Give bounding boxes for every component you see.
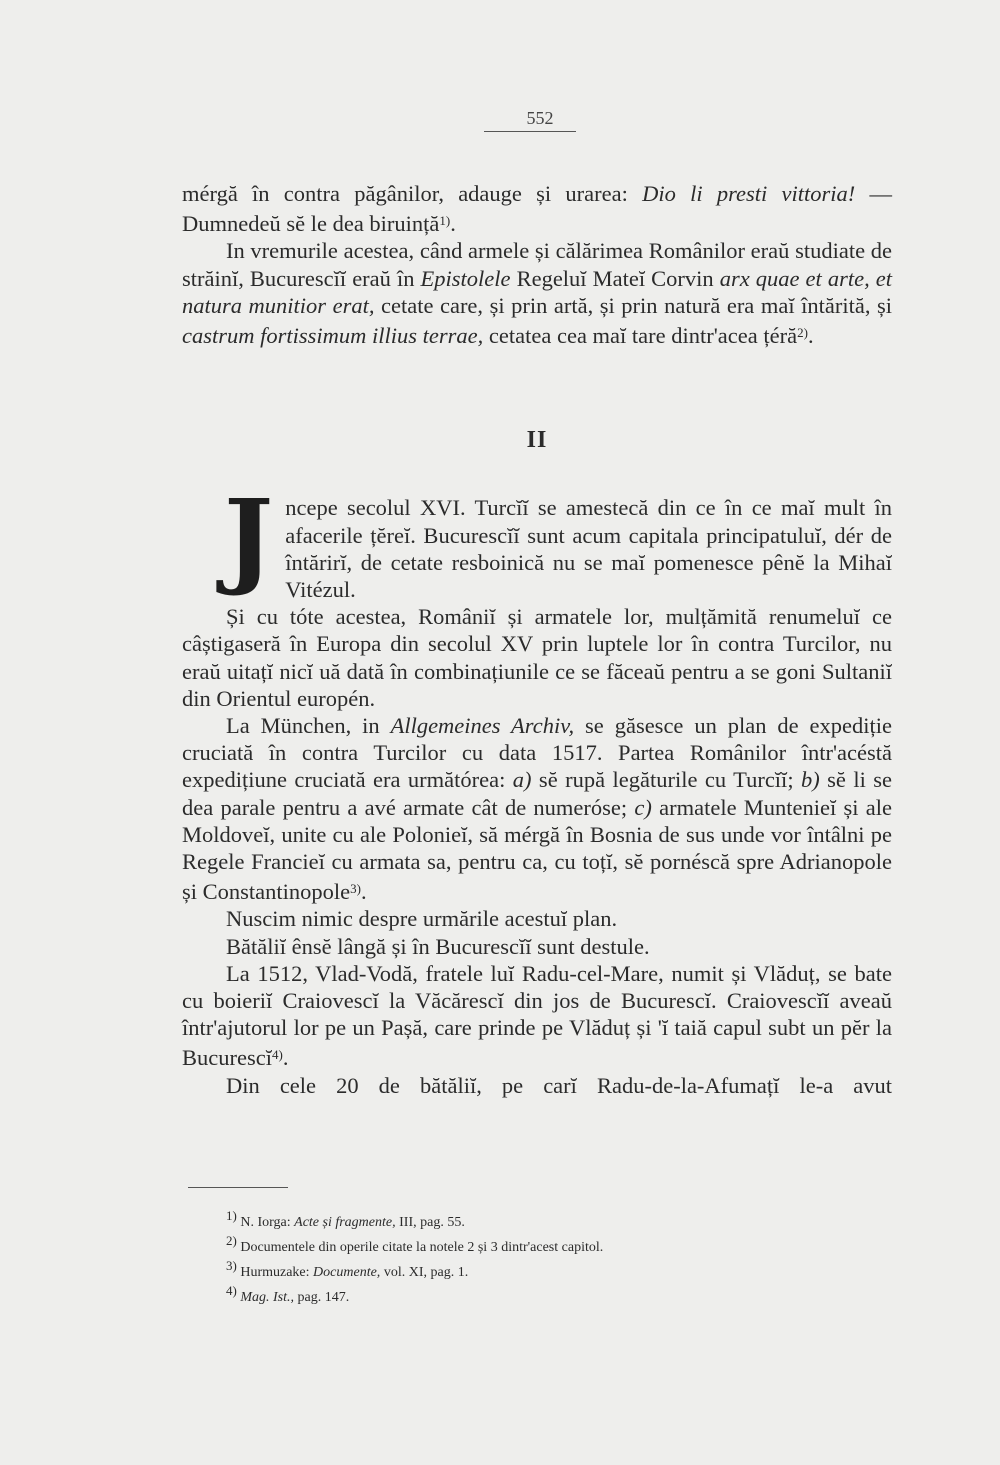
- paragraph: Bătăliĭ ênsĕ lângă și în Bucurescĭĭ sunt destule.: [226, 933, 650, 959]
- italic-title: Acte și fragmente,: [294, 1215, 396, 1230]
- footnote: [226, 1282, 826, 1307]
- text-run: Regeluĭ Mateĭ Corvin: [510, 265, 720, 291]
- footnote-ref: 4): [271, 1047, 283, 1063]
- text-run: La 1512, Vlad-Vodă, fratele luĭ Radu-cel-Mare, numit și Vlăduț, se bate cu boieriĭ Craiovescĭ la Văcărescĭ din jos de Bucurescĭ. Craiovescĭĭ aveaŭ într'ajutorul lor pe un Pașă, care prinde pe Vlăduț și 'ĭ taiă capul subt un pĕr la Bucurescĭ: [182, 960, 892, 1071]
- text-run: pag. 147.: [294, 1290, 350, 1305]
- paragraph: [182, 712, 892, 905]
- text-run: sĕ rupă legăturile cu Turcĭĭ;: [531, 767, 801, 793]
- text-run: se găsesce un plan de expediție cruciată în contra Turcilor cu data 1517. Partea Românilor într'acéstă expedițiune cruciată era următórea:: [182, 713, 892, 793]
- list-marker: a): [512, 767, 532, 793]
- text-run: .: [450, 211, 456, 237]
- text-run: .: [282, 1045, 289, 1071]
- text-run: vol. XI, pag. 1.: [380, 1265, 469, 1280]
- text-run: III, pag. 55.: [395, 1215, 465, 1230]
- section-heading: II: [526, 427, 548, 454]
- list-marker: b): [801, 767, 820, 793]
- text-run: Hurmuzake:: [236, 1265, 314, 1280]
- italic-quote: Dio li presti vittoria!: [642, 181, 856, 206]
- paragraph: [182, 237, 892, 349]
- footnote-rule: [188, 1187, 288, 1188]
- footnote-number: 2): [226, 1233, 237, 1248]
- text-run: armatele Munteniеĭ și ale Moldoveĭ, unite cu ale Polonieĭ, să mérgă în Bosnia de sus unde vor întâlni pe Regele Francieĭ cu armata sa, pentru ca, cu toțĭ, sĕ pornéscă spre Adrianopole și Constantinopole: [182, 794, 892, 905]
- footnote-ref: 2): [797, 325, 808, 341]
- text-run: N. Iorga:: [236, 1215, 295, 1230]
- page-number-rule: [484, 131, 576, 132]
- italic-title: Mag. Ist.,: [240, 1290, 295, 1305]
- italic-title: Documente,: [313, 1265, 381, 1280]
- main-text: [182, 180, 892, 1099]
- text-run: .: [360, 879, 367, 905]
- text-run: — Dumnedeŭ sĕ le dea biruință: [182, 181, 893, 237]
- italic-quote: castrum fortissimum illius terrae,: [182, 323, 484, 349]
- paragraph: [182, 476, 892, 603]
- page-number: 552: [526, 108, 554, 128]
- drop-cap: J: [224, 476, 274, 600]
- paragraph: Nuscim nimic despre urmările acestuĭ plan.: [226, 906, 618, 932]
- footnotes: [226, 1207, 826, 1307]
- italic-quote: arx quae et arte, et natura munitior erat,: [182, 265, 892, 318]
- footnote: [226, 1257, 826, 1282]
- text-run: In vremurile acestea, când armele și călărimea Românilor eraŭ studiate de străinĭ, Bucurescĭĭ eraŭ în: [182, 238, 892, 291]
- text-run: La München, in: [226, 713, 391, 739]
- footnote-number: 4): [226, 1283, 237, 1298]
- text-run: mérgă în contra păgânilor, adauge și urarea:: [182, 181, 643, 206]
- text-run: cetatea cea maĭ tare dintr'acea țéră: [483, 323, 798, 349]
- footnote-number: 3): [226, 1258, 237, 1273]
- footnote-number: 1): [226, 1208, 237, 1223]
- list-marker: c): [634, 794, 652, 820]
- text-run: ncepe secolul XVI. Turcĭĭ se amestecă din ce în ce maĭ mult în afacerile țĕreĭ. Bucurescĭĭ sunt acum capitala principatuluĭ, dér de întărirĭ, de cetate resboinică nu se maĭ pomenesce pênĕ la Mihaĭ Vitézul.: [285, 495, 892, 603]
- paragraph: [182, 960, 892, 1072]
- text-run: sĕ li se dea parale pentru a avé armate cât de numeróse;: [182, 767, 892, 820]
- footnote: [226, 1207, 826, 1232]
- text-run: cetate care, și prin artă, și prin natură era maĭ întărită, și: [374, 292, 892, 318]
- paragraph: Din cele 20 de bătăliĭ, pe carĭ Radu-de-la-Afumațĭ le-a avut: [226, 1072, 892, 1098]
- footnote-ref: 3): [350, 881, 361, 897]
- italic-title: Epistolele: [420, 265, 511, 291]
- footnote-ref: 1): [439, 213, 451, 229]
- text-run: .: [807, 323, 814, 349]
- text-run: Documentele din operile citate la notele 2 și 3 dintr'acest capitol.: [236, 1240, 604, 1255]
- paragraph: Și cu tóte acestea, Româniĭ și armatele lor, mulțămită renumeluĭ ce câștigaseră în Europa din secolul XV prin luptele lor în contra Turcilor, nu eraŭ uitațĭ nicĭ uă dată în combinațiunile ce se făceaŭ pentru a se goni Sultaniĭ din Orientul europén.: [182, 604, 892, 711]
- footnote: [226, 1232, 826, 1257]
- italic-title: Allgemeines Archiv,: [390, 713, 575, 739]
- paragraph: [182, 180, 892, 237]
